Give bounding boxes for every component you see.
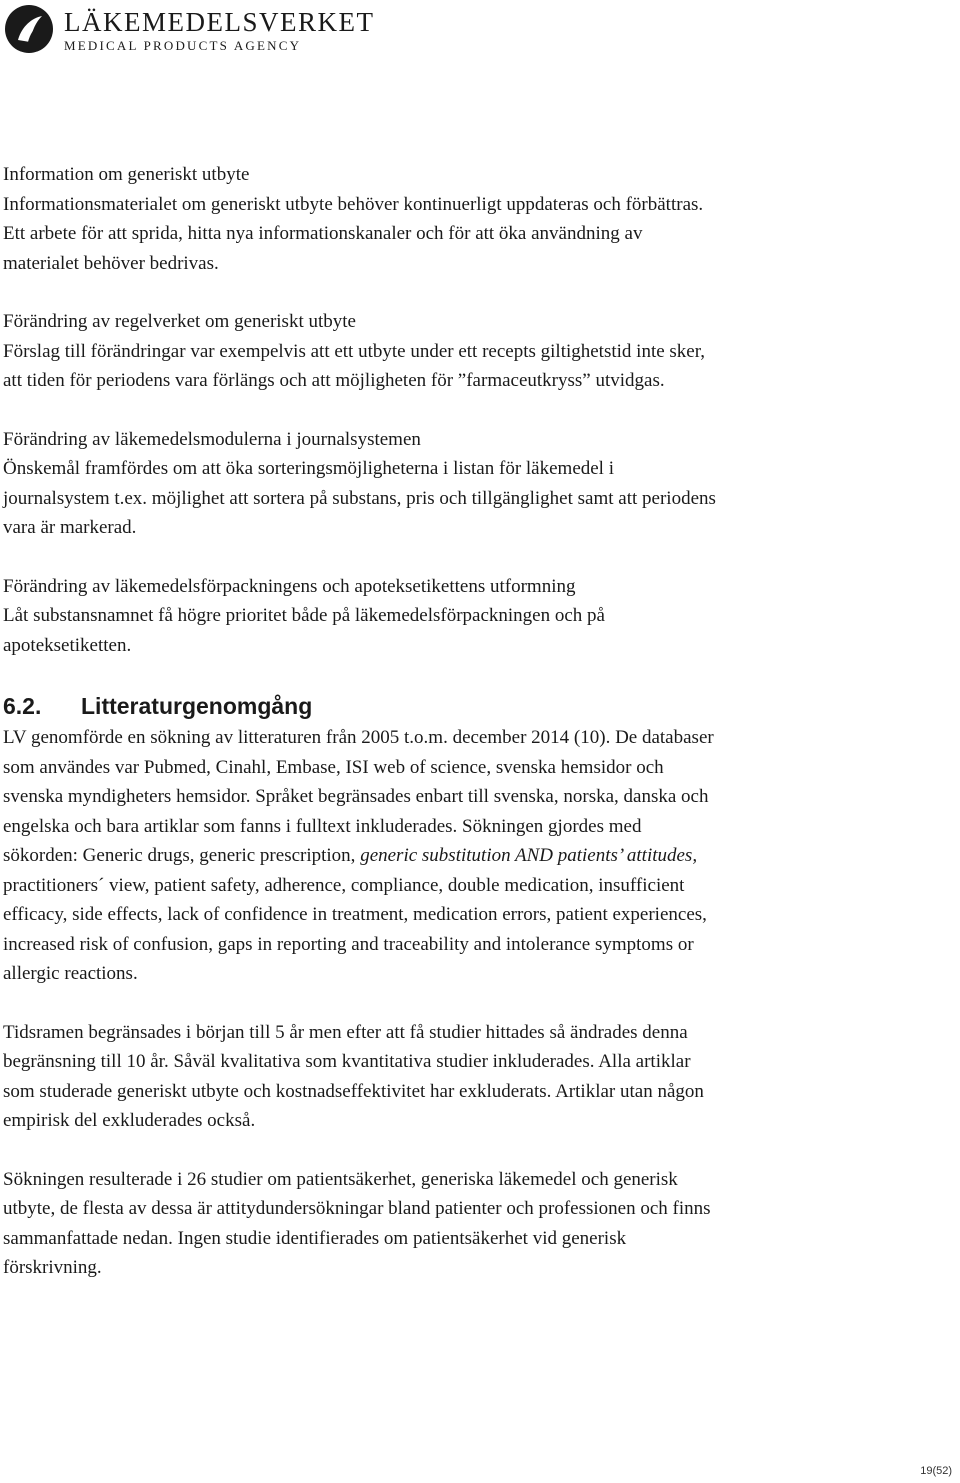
paragraph-line: Ett arbete för att sprida, hitta nya informationskanaler och för att öka användning av	[3, 223, 643, 244]
section-title: Litteraturgenomgång	[81, 693, 313, 719]
paragraph-line: engelska och bara artiklar som fanns i fulltext inkluderades. Sökningen gjordes med	[3, 815, 642, 837]
paragraph-line: materialet behöver bedrivas.	[3, 252, 219, 274]
paragraph-journalsystemen	[3, 425, 953, 543]
paragraph-line: practitioners´ view, patient safety, adherence, compliance, double medication, insufficient	[3, 874, 685, 896]
section-paragraph-2	[3, 1018, 953, 1136]
paragraph-line: förskrivning.	[3, 1257, 102, 1278]
section-number: 6.2.	[3, 693, 42, 719]
paragraph-line: apoteksetiketten.	[3, 634, 132, 656]
paragraph-line: empirisk del exkluderades också.	[3, 1110, 256, 1131]
paragraph-line: journalsystem t.ex. möjlighet att sortera på substans, pris och tillgänglighet samt att periodens	[3, 487, 716, 509]
document-body	[3, 160, 953, 1312]
section-paragraph-3	[3, 1165, 953, 1283]
search-terms-plain: sökorden: Generic drugs, generic prescription,	[3, 845, 361, 866]
paragraph-line: Informationsmaterialet om generiskt utbyte behöver kontinuerligt uppdateras och förbättras.	[3, 193, 704, 215]
org-name: LÄKEMEDELSVERKET	[64, 6, 375, 37]
paragraph-line: som studerade generiskt utbyte och kostnadseffektivitet har exkluderats. Artiklar utan någon	[3, 1080, 704, 1102]
paragraph-line: begränsning till 10 år. Såväl kvalitativa som kvantitativa studier inkluderades. Alla artiklar	[3, 1051, 691, 1072]
paragraph-heading: Förändring av regelverket om generiskt utbyte	[3, 311, 356, 332]
paragraph-line: vara är markerad.	[3, 517, 137, 538]
paragraph-line: svenska myndigheters hemsidor. Språket begränsades enbart till svenska, norska, danska och	[3, 786, 709, 807]
org-subtitle: MEDICAL PRODUCTS AGENCY	[64, 37, 302, 53]
paragraph-heading: Förändring av läkemedelsmodulerna i journalsystemen	[3, 428, 421, 450]
paragraph-line: Tidsramen begränsades i början till 5 år men efter att få studier hittades så ändrades denna	[3, 1021, 688, 1043]
brand-text	[64, 7, 374, 52]
paragraph-line: increased risk of confusion, gaps in reporting and traceability and intolerance symptoms or	[3, 933, 694, 955]
section-paragraph-1	[3, 723, 953, 989]
paragraph-line: Förslag till förändringar var exempelvis att ett utbyte under ett recepts giltighetstid inte sker,	[3, 340, 706, 362]
paragraph-heading: Information om generiskt utbyte	[3, 164, 250, 185]
paragraph-line: LV genomförde en sökning av litteraturen från 2005 t.o.m. december 2014 (10). De databaser	[3, 727, 714, 748]
paragraph-line: utbyte, de flesta av dessa är attitydundersökningar bland patienter och professionen och finns	[3, 1198, 711, 1219]
paragraph-line: sammanfattade nedan. Ingen studie identifierades om patientsäkerhet vid generisk	[3, 1227, 627, 1249]
paragraph-line: som användes var Pubmed, Cinahl, Embase, ISI web of science, svenska hemsidor och	[3, 756, 664, 778]
page-number: 19(52)	[920, 1465, 952, 1477]
paragraph-line: att tiden för periodens vara förlängs och att möjligheten för ”farmaceutkryss” utvidgas.	[3, 370, 665, 391]
paragraph-line: efficacy, side effects, lack of confidence in treatment, medication errors, patient experiences,	[3, 904, 707, 925]
paragraph-line: Låt substansnamnet få högre prioritet både på läkemedelsförpackningen och på	[3, 605, 605, 626]
paragraph-regelverket	[3, 307, 953, 396]
paragraph-line: Sökningen resulterade i 26 studier om patientsäkerhet, generiska läkemedel och generisk	[3, 1168, 678, 1190]
paragraph-line	[3, 841, 953, 871]
paragraph-heading: Förändring av läkemedelsförpackningens och apoteksetikettens utformning	[3, 575, 576, 597]
paragraph-information	[3, 160, 953, 278]
lakemedelsverket-logo-icon	[4, 4, 54, 54]
paragraph-line: allergic reactions.	[3, 963, 138, 984]
search-terms-italic: generic substitution AND patients’ attitudes,	[360, 845, 698, 866]
paragraph-forpackning	[3, 572, 953, 661]
paragraph-line: Önskemål framfördes om att öka sorteringsmöjligheterna i listan för läkemedel i	[3, 458, 614, 479]
section-heading	[3, 689, 953, 723]
page-header	[4, 4, 374, 54]
